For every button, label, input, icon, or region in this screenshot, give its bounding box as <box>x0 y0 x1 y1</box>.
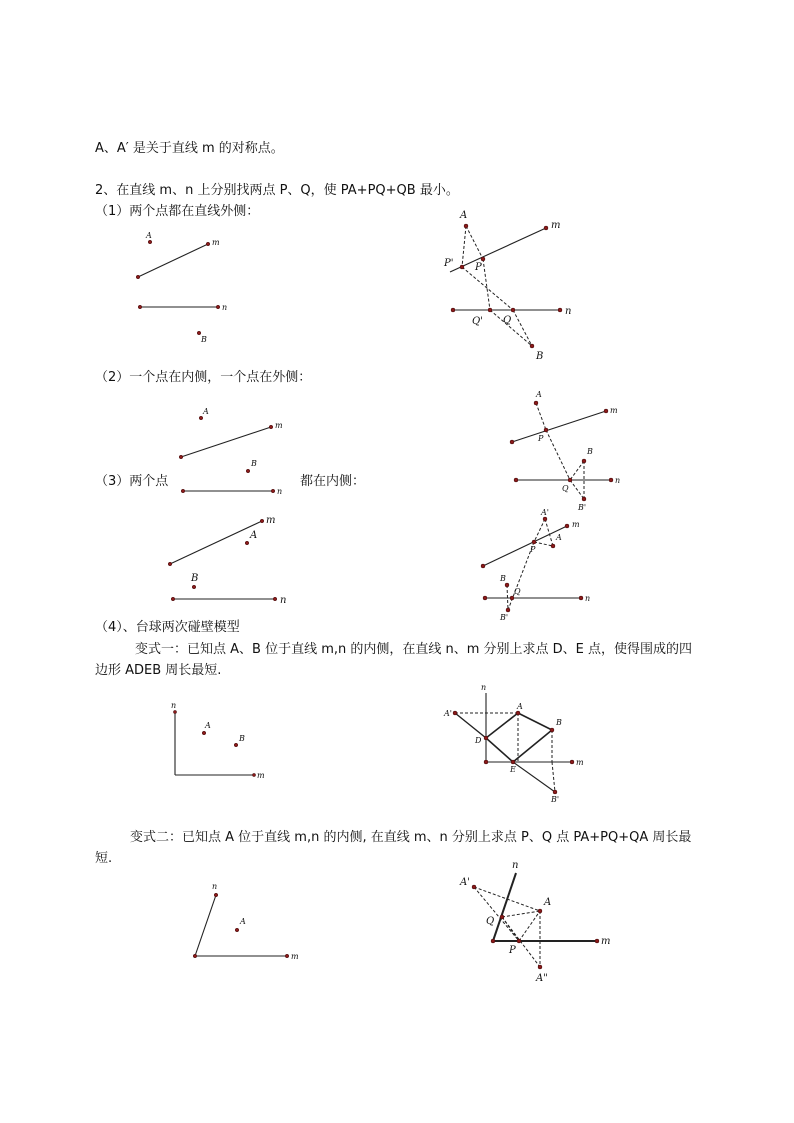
point <box>579 596 583 600</box>
point <box>271 489 275 493</box>
point <box>481 564 485 568</box>
point <box>609 478 613 482</box>
segment <box>570 480 584 499</box>
point-label: B <box>500 574 506 583</box>
point <box>181 489 185 493</box>
point <box>565 524 569 528</box>
point <box>214 893 218 897</box>
point <box>484 760 488 764</box>
point-label: m <box>601 936 611 947</box>
point-label: n <box>277 487 283 496</box>
point <box>532 540 536 544</box>
label-b: B <box>201 335 207 344</box>
point <box>595 939 599 943</box>
point-label: B <box>251 459 257 468</box>
point <box>550 728 554 732</box>
point-label: n <box>565 306 572 317</box>
point <box>245 541 249 545</box>
point <box>558 308 562 312</box>
point <box>553 790 557 794</box>
point <box>285 954 289 958</box>
point <box>483 596 487 600</box>
point-label: Q <box>486 916 495 927</box>
segment <box>534 542 553 546</box>
point <box>516 711 520 715</box>
point-label: B <box>587 447 593 456</box>
point-a <box>148 240 152 244</box>
point <box>534 401 538 405</box>
point-label: A' <box>444 709 452 718</box>
segment <box>545 519 553 546</box>
point-label: B <box>191 573 199 584</box>
point <box>460 265 464 269</box>
point-label: A" <box>536 973 548 984</box>
point-label: m <box>257 771 265 780</box>
figure-variant2-right <box>459 860 610 984</box>
point-label: n <box>615 476 621 485</box>
point <box>216 305 220 309</box>
figure-variant1-right <box>443 683 584 804</box>
segment <box>519 911 540 941</box>
figure-case1-right <box>443 210 571 362</box>
point <box>192 585 196 589</box>
segment <box>486 738 513 762</box>
figure-case2-right <box>510 390 620 512</box>
point-label: n <box>212 882 218 891</box>
line-m <box>138 244 208 277</box>
point <box>500 915 504 919</box>
point <box>491 939 495 943</box>
point-label: m <box>291 952 299 961</box>
segment <box>483 259 490 310</box>
point-label: B' <box>551 795 560 804</box>
point-label: P <box>530 545 536 554</box>
figure-variant1-left <box>171 701 265 780</box>
problem-2-title: 2、在直线 m、n 上分别找两点 P、Q，使 PA+PQ+QB 最小。 <box>95 183 459 198</box>
point <box>517 939 521 943</box>
point <box>551 544 555 548</box>
line-m <box>512 411 606 442</box>
point <box>138 305 142 309</box>
point-label: m <box>551 220 561 231</box>
segment <box>466 226 483 259</box>
point <box>538 909 542 913</box>
point <box>168 562 172 566</box>
figure-case3-left <box>168 515 286 606</box>
point <box>171 597 175 601</box>
case-1-heading: （1）两个点都在直线外侧： <box>95 204 260 219</box>
point-label: B <box>536 351 544 362</box>
segment <box>507 585 508 610</box>
point <box>246 469 250 473</box>
figure-case2-left <box>179 407 283 496</box>
point <box>453 711 457 715</box>
case-2-heading: （2）一个点在内侧，一个点在外侧： <box>95 370 312 385</box>
case-3-heading-left: （3）两个点 <box>95 474 169 489</box>
label-m: m <box>212 238 220 247</box>
point <box>199 416 203 420</box>
point <box>510 596 514 600</box>
point-label: A <box>203 407 209 416</box>
segment <box>513 730 552 762</box>
point-label: B' <box>578 503 587 512</box>
case-4-heading: （4）、台球两次碰壁模型 <box>95 620 240 635</box>
point-label: A <box>556 533 562 542</box>
point-label: A' <box>460 877 470 888</box>
case-3-heading-right: 都在内侧： <box>300 474 366 489</box>
point <box>206 242 210 246</box>
point-label: P <box>509 945 516 956</box>
point <box>173 710 176 713</box>
point-label: B <box>239 734 245 743</box>
point <box>136 275 140 279</box>
label-n: n <box>222 303 228 312</box>
point <box>511 760 515 764</box>
segment <box>455 713 486 738</box>
point <box>273 597 277 601</box>
point-label: m <box>572 520 580 529</box>
point <box>505 583 509 587</box>
point-label: n <box>481 683 487 692</box>
point <box>514 478 518 482</box>
point <box>568 478 572 482</box>
point-label: E <box>510 765 516 774</box>
segment <box>462 226 466 267</box>
point-label: P' <box>444 258 454 269</box>
point <box>451 308 455 312</box>
point <box>464 224 468 228</box>
point-label: P <box>475 262 482 273</box>
point-label: n <box>171 701 177 710</box>
point-label: B <box>556 718 562 727</box>
segment <box>502 911 540 917</box>
point-label: m <box>576 758 584 767</box>
line-m <box>181 427 271 457</box>
point <box>269 425 273 429</box>
point <box>582 497 586 501</box>
point-label: P <box>538 434 544 443</box>
segment <box>570 461 584 480</box>
point-label: A <box>544 897 552 908</box>
label-a: A <box>146 231 152 240</box>
point-label: A' <box>541 508 549 517</box>
point-label: A <box>250 530 258 541</box>
variant-2-text: 变式二：已知点 A 位于直线 m,n 的内侧, 在直线 m、n 分别上求点 P、Q 点 PA+PQ+QA 周长最短. <box>95 830 692 866</box>
point <box>260 519 264 523</box>
point <box>544 428 548 432</box>
point <box>234 743 238 747</box>
point <box>488 308 492 312</box>
point <box>252 773 255 776</box>
point-label: A <box>536 390 542 399</box>
segment <box>462 267 513 310</box>
line-n <box>195 895 216 956</box>
point <box>202 731 206 735</box>
line-m <box>450 228 546 272</box>
point <box>543 517 547 521</box>
point-label: Q <box>562 484 569 493</box>
point-label: m <box>610 406 618 415</box>
point <box>193 954 197 958</box>
point <box>179 455 183 459</box>
point-label: n <box>585 594 591 603</box>
point-label: n <box>280 595 287 606</box>
point-label: D <box>475 736 482 745</box>
segment <box>513 762 555 792</box>
point <box>544 226 548 230</box>
point-label: A <box>460 210 468 221</box>
figure-case1-left <box>136 231 227 344</box>
segment <box>513 310 532 346</box>
symmetric-note: A、A′ 是关于直线 m 的对称点。 <box>95 141 284 156</box>
segment <box>518 713 552 730</box>
point <box>506 608 510 612</box>
point-label: m <box>266 515 276 526</box>
segment <box>486 713 518 738</box>
point-label: B' <box>500 613 509 622</box>
point-label: Q <box>514 587 521 596</box>
point <box>511 308 515 312</box>
segment <box>536 403 546 430</box>
point <box>530 344 534 348</box>
point <box>481 257 485 261</box>
point <box>484 736 488 740</box>
point-label: Q <box>503 315 512 326</box>
point-label: A <box>205 721 211 730</box>
point <box>472 885 476 889</box>
point-label: Q' <box>472 316 483 327</box>
point <box>538 965 542 969</box>
point <box>604 409 608 413</box>
segment <box>546 430 570 480</box>
point-label: A <box>240 917 246 926</box>
point <box>510 440 514 444</box>
point <box>582 459 586 463</box>
point-label: m <box>275 421 283 430</box>
point-label: n <box>512 860 519 871</box>
point <box>570 760 574 764</box>
point <box>235 928 239 932</box>
figure-case3-right <box>481 508 590 622</box>
segment <box>552 762 555 792</box>
variant-1-text: 变式一：已知点 A、B 位于直线 m,n 的内侧，在直线 n、m 分别上求点 D、E 点，使得围成的四边形 ADEB 周长最短. <box>95 642 693 678</box>
point-label: A <box>517 702 523 711</box>
figure-variant2-left <box>193 882 299 961</box>
